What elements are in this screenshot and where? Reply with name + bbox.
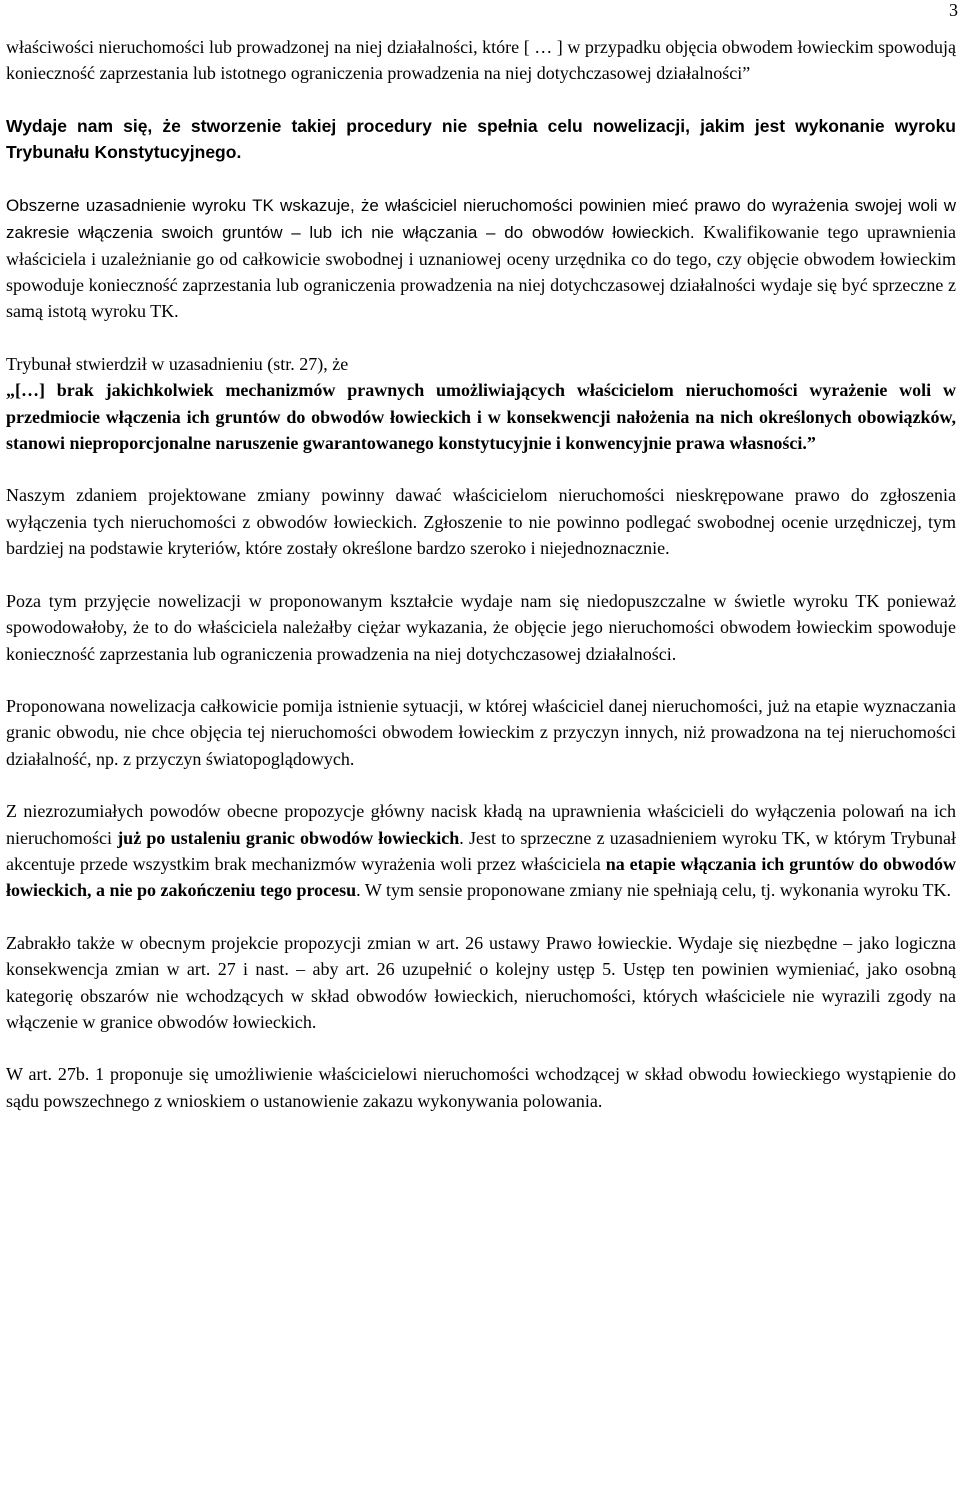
paragraph-focus-bold-b: już po ustaleniu granic obwodów łowieckich [117, 827, 460, 848]
paragraph-focus [6, 798, 956, 904]
paragraph-omission: Proponowana nowelizacja całkowicie pomija istnienie sytuacji, w której właściciel danej nieruchomości, już na etapie wyznaczania granic obwodu, nie chce objęcia tej nieruchomości obwodem łowieckim z przyczyn innych, niż prowadzona na tej nieruchomości działalność, np. z przyczyn światopoglądowych. [6, 695, 956, 769]
paragraph-justification-sans: Obszerne uzasadnienie wyroku TK wskazuje, że właściciel nieruchomości powinien mieć prawo do wyrażenia swojej woli w zakresie włączenia swoich gruntów – lub ich nie włączania – do obwodów łowieckich. [6, 195, 956, 242]
paragraph-burden: Poza tym przyjęcie nowelizacji w proponowanym kształcie wydaje nam się niedopuszczalne w świetle wyroku TK ponieważ spowodowałoby, że to do właściciela należałby ciężar wykazania, że objęcie jego nieruchomości obwodem łowieckim spowoduje konieczność zaprzestania lub ograniczenia prowadzenia na niej dotychczasowej działalności. [6, 590, 956, 664]
paragraph-justification-serif: Kwalifikowanie tego uprawnienia właściciela i uzależnianie go od całkowicie swobodnej i uznaniowej oceny urzędnika co do tego, czy objęcie obwodem łowieckim spowoduje konieczność zaprzestania lub ograniczenia prowadzenia na niej dotychczasowej działalności wydaje się być sprzeczne z samą istotą wyroku TK. [6, 221, 956, 322]
paragraph-opinion: Wydaje nam się, że stworzenie takiej procedury nie spełnia celu nowelizacji, jakim jest wykonanie wyroku Trybunału Konstytucyjnego. [6, 115, 956, 163]
paragraph-tribunal-intro: Trybunał stwierdził w uzasadnieniu (str. 27), że [6, 353, 349, 374]
paragraph-tribunal-quote: „[…] brak jakichkolwiek mechanizmów prawnych umożliwiających właścicielom nieruchomości wyrażenie woli w przedmiocie włączenia ich gruntów do obwodów łowieckich i w konsekwencji nałożenia na nich określonych obowiązków, stanowi nieproporcjonalne naruszenie gwarantowanego konstytucyjnie i konwencyjnie prawa własności.” [6, 380, 956, 454]
paragraph-quote-continuation: właściwości nieruchomości lub prowadzonej na niej działalności, które [ … ] w przypadku objęcia obwodem łowieckim spowodują konieczność zaprzestania lub istotnego ograniczenia prowadzenia na niej dotychczasowej działalności” [6, 37, 956, 84]
page-number: 3 [949, 0, 958, 20]
paragraph-our-view: Naszym zdaniem projektowane zmiany powinny dawać właścicielom nieruchomości nieskrępowane prawo do zgłoszenia wyłączenia tych nieruchomości z obwodów łowieckich. Zgłoszenie to nie powinno podlegać swobodnej ocenie urzędniczej, tym bardziej na podstawie kryteriów, które zostały określone bardzo szeroko i niejednoznacznie. [6, 485, 956, 559]
paragraph-justification [6, 192, 956, 325]
paragraph-art-27b: W art. 27b. 1 proponuje się umożliwienie właścicielowi nieruchomości wchodzącej w skład obwodu łowieckiego wystąpienie do sądu powszechnego z wnioskiem o ustanowienie zakazu wykonywania polowania. [6, 1064, 956, 1111]
paragraph-focus-bold-d: na etapie włączania ich gruntów do obwodów łowieckich, a nie po zakończeniu tego procesu [6, 853, 957, 901]
paragraph-focus-part-a: Z niezrozumiałych powodów obecne propozycje główny nacisk kładą na uprawnienia właścicieli do wyłączenia polowań na ich nieruchomości [6, 801, 956, 848]
paragraph-focus-part-c: . Jest to sprzeczne z uzasadnieniem wyroku TK, w którym Trybunał akcentuje przede wszystkim brak mechanizmów wyrażenia woli przez właściciela [6, 827, 956, 874]
paragraph-focus-part-e: . W tym sensie proponowane zmiany nie spełniają celu, tj. wykonania wyroku TK. [356, 880, 952, 901]
paragraph-art-26: Zabrakło także w obecnym projekcie propozycji zmian w art. 26 ustawy Prawo łowieckie. Wydaje się niezbędne – jako logiczna konsekwencja zmian w art. 27 i nast. – aby art. 26 uzupełnić o kolejny ustęp 5. Ustęp ten powinien wymieniać, jako osobną kategorię obszarów nie wchodzących w skład obwodów łowieckich, nieruchomości, których właściciele nie wyrazili zgody na włączenie w granice obwodów łowieckich. [6, 932, 956, 1032]
document-body [6, 34, 956, 1140]
